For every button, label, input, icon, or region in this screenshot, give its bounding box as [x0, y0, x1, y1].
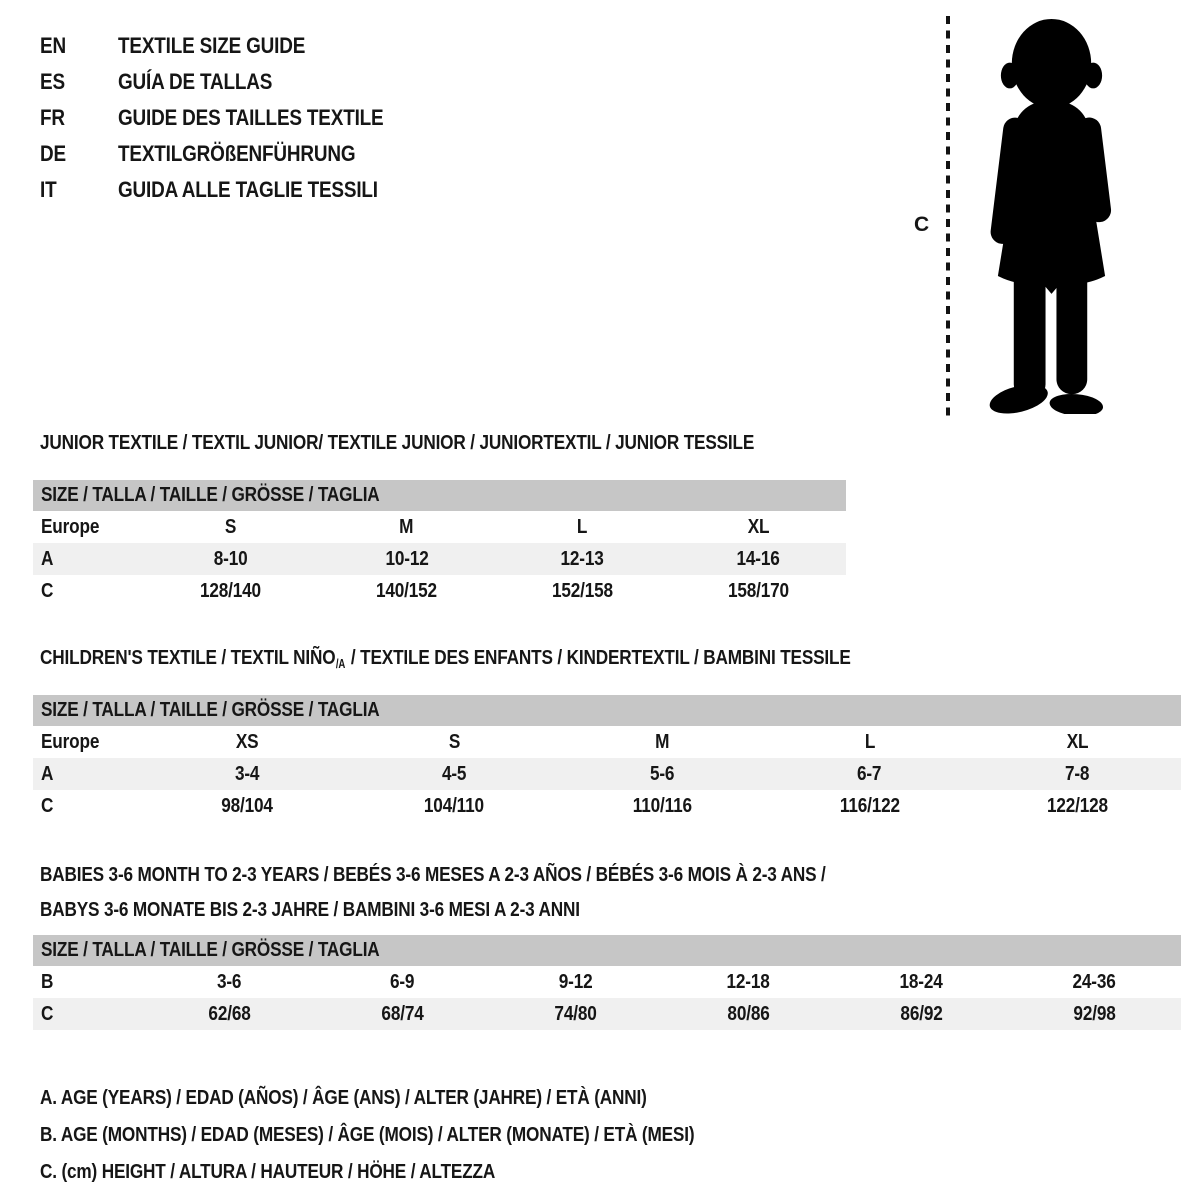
table-row [33, 511, 846, 543]
lang-label: GUIDE DES TAILLES TEXTILE [118, 105, 384, 130]
size-cell: 80/86 [727, 1003, 770, 1025]
row-label: Europe [41, 731, 100, 753]
babies-section-title [33, 858, 1181, 928]
row-label: A [41, 548, 54, 570]
size-cell: S [448, 731, 461, 753]
language-header [40, 28, 427, 208]
size-cell: 5-6 [649, 763, 675, 785]
size-cell: 9-12 [558, 971, 593, 993]
height-measure-figure [900, 6, 1190, 426]
size-cell: 7-8 [1064, 763, 1090, 785]
size-cell: 140/152 [376, 580, 438, 602]
size-cell: 62/68 [208, 1003, 251, 1025]
size-cell: 12-13 [560, 548, 604, 570]
size-cell: S [225, 516, 237, 538]
legend-line-c: C. (cm) HEIGHT / ALTURA / HAUTEUR / HÖHE / ALTEZZA [40, 1161, 496, 1183]
children-size-table [33, 695, 1181, 822]
junior-section-title: JUNIOR TEXTILE / TEXTIL JUNIOR/ TEXTILE JUNIOR / JUNIORTEXTIL / JUNIOR TESSILE [40, 432, 755, 454]
size-cell: 3-6 [217, 971, 242, 993]
size-cell: 98/104 [220, 795, 273, 817]
size-cell: 14-16 [736, 548, 780, 570]
size-cell: 12-18 [726, 971, 771, 993]
junior-size-table [33, 480, 846, 607]
size-cell: 116/122 [839, 795, 900, 817]
size-cell: 122/128 [1046, 795, 1108, 817]
dashed-height-line [944, 16, 952, 418]
size-cell: L [864, 731, 875, 753]
size-cell: 6-7 [857, 763, 882, 785]
size-cell: 18-24 [899, 971, 944, 993]
row-label: B [41, 971, 54, 993]
lang-code: FR [40, 105, 65, 130]
size-guide-content [33, 432, 1181, 1191]
row-label: C [41, 795, 54, 817]
row-label: C [41, 1003, 54, 1025]
size-cell: XS [235, 731, 259, 753]
lang-label: GUIDA ALLE TAGLIE TESSILI [118, 177, 378, 202]
children-section-title: CHILDREN'S TEXTILE / TEXTIL NIÑO/A / TEXTILE DES ENFANTS / KINDERTEXTIL / BAMBINI TESSILE [33, 647, 1181, 671]
size-cell: 92/98 [1073, 1003, 1116, 1025]
lang-row-de [40, 136, 427, 172]
table-row [33, 758, 1181, 790]
size-cell: 68/74 [381, 1003, 424, 1025]
lang-code: EN [40, 33, 66, 58]
size-cell: 86/92 [900, 1003, 943, 1025]
table-row [33, 726, 1181, 758]
size-cell: 8-10 [213, 548, 248, 570]
size-header-band: SIZE / TALLA / TAILLE / GRÖSSE / TAGLIA [33, 480, 846, 511]
lang-label: GUÍA DE TALLAS [118, 69, 273, 94]
row-label: A [41, 763, 54, 785]
size-header-band: SIZE / TALLA / TAILLE / GRÖSSE / TAGLIA [33, 935, 1181, 966]
size-header-band: SIZE / TALLA / TAILLE / GRÖSSE / TAGLIA [33, 695, 1181, 726]
row-label: Europe [41, 516, 100, 538]
lang-row-en [40, 28, 427, 64]
size-cell: 10-12 [385, 548, 429, 570]
size-cell: 104/110 [424, 795, 485, 817]
measurement-legend [33, 1080, 1181, 1191]
table-row [33, 998, 1181, 1030]
size-cell: XL [1066, 731, 1088, 753]
size-cell: 6-9 [390, 971, 415, 993]
table-row [33, 790, 1181, 822]
lang-label: TEXTILGRÖßENFÜHRUNG [118, 141, 356, 166]
size-cell: 158/170 [727, 580, 789, 602]
size-cell: 74/80 [554, 1003, 597, 1025]
lang-row-it [40, 172, 427, 208]
toddler-silhouette-icon [964, 12, 1138, 414]
size-cell: 152/158 [551, 580, 613, 602]
lang-code: DE [40, 141, 66, 166]
babies-title-line-1: BABIES 3-6 MONTH TO 2-3 YEARS / BEBÉS 3-6 MESES A 2-3 AÑOS / BÉBÉS 3-6 MOIS À 2-3 ANS / [40, 864, 826, 886]
lang-row-es [40, 64, 427, 100]
lang-code: ES [40, 69, 65, 94]
lang-row-fr [40, 100, 427, 136]
height-measure-label: C [914, 213, 930, 236]
table-row [33, 966, 1181, 998]
legend-line-b: B. AGE (MONTHS) / EDAD (MESES) / ÂGE (MOIS) / ALTER (MONATE) / ETÀ (MESI) [40, 1124, 695, 1146]
babies-size-table [33, 935, 1181, 1030]
babies-title-line-2: BABYS 3-6 MONATE BIS 2-3 JAHRE / BAMBINI 3-6 MESI A 2-3 ANNI [40, 899, 580, 921]
legend-line-a: A. AGE (YEARS) / EDAD (AÑOS) / ÂGE (ANS) / ALTER (JAHRE) / ETÀ (ANNI) [40, 1087, 647, 1109]
nino-a-subscript: /A [335, 656, 345, 671]
row-label: C [41, 580, 54, 602]
size-cell: 4-5 [442, 763, 467, 785]
lang-code: IT [40, 177, 57, 202]
table-row [33, 543, 846, 575]
size-cell: XL [747, 516, 769, 538]
size-cell: 24-36 [1072, 971, 1117, 993]
size-cell: M [654, 731, 670, 753]
size-cell: L [577, 516, 588, 538]
size-cell: 128/140 [200, 580, 262, 602]
size-cell: M [399, 516, 414, 538]
size-cell: 110/116 [632, 795, 692, 817]
table-row [33, 575, 846, 607]
size-cell: 3-4 [234, 763, 259, 785]
lang-label: TEXTILE SIZE GUIDE [118, 33, 306, 58]
